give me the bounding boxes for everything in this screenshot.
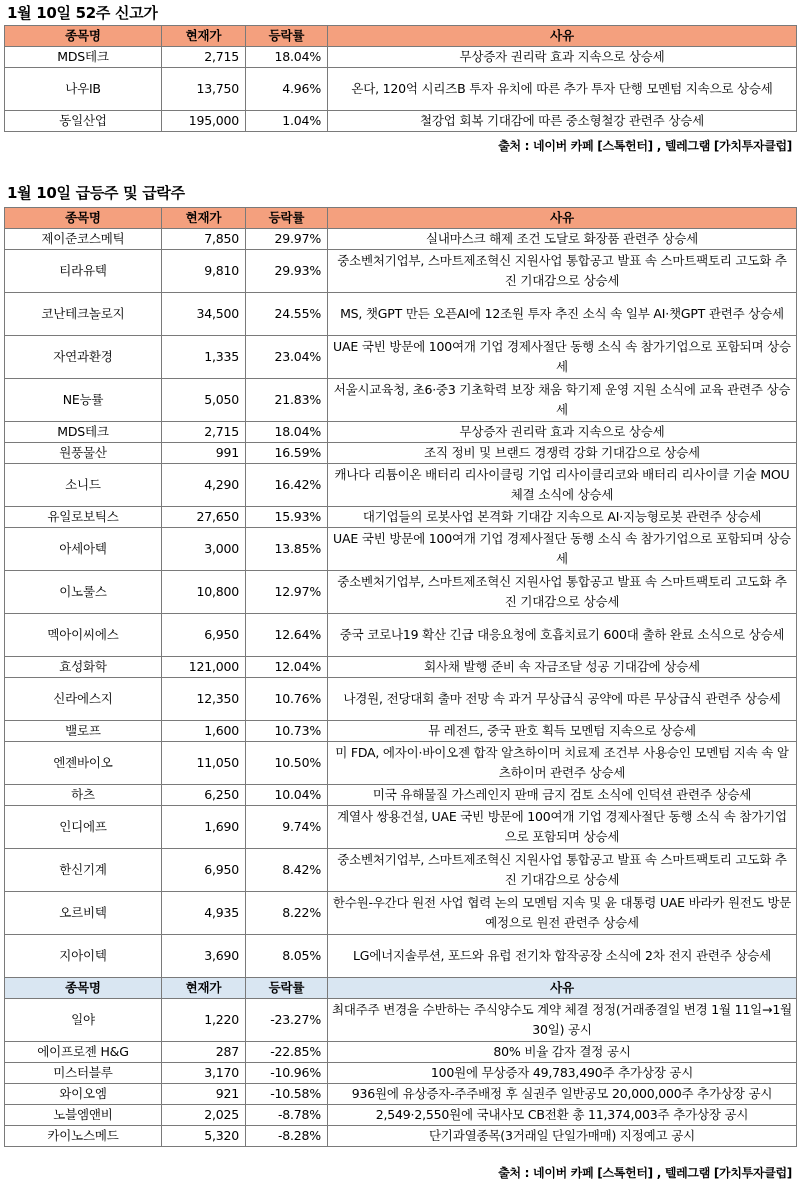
col-header-price: 현재가 [162, 208, 246, 229]
stock-name: 카이노스메드 [5, 1126, 162, 1147]
stock-reason: 중소벤처기업부, 스마트제조혁신 지원사업 통합공고 발표 속 스마트팩토리 고도화 추진 기대감으로 상승세 [328, 571, 797, 614]
stock-change: 8.05% [246, 935, 328, 978]
stock-change: 10.76% [246, 678, 328, 721]
col-header-change: 등락률 [246, 978, 328, 999]
stock-reason: 미 FDA, 에자이·바이오젠 합작 알츠하이머 치료제 조건부 사용승인 모멘텀 지속 속 알츠하이머 관련주 상승세 [328, 742, 797, 785]
stock-price: 10,800 [162, 571, 246, 614]
stock-name: 이노룰스 [5, 571, 162, 614]
col-header-name: 종목명 [5, 978, 162, 999]
stock-reason: 계열사 쌍용건설, UAE 국빈 방문에 100여개 기업 경제사절단 동행 소식 속 참가기업으로 포함되며 상승세 [328, 806, 797, 849]
stock-name: NE능률 [5, 379, 162, 422]
table-row [5, 379, 797, 422]
table-row [5, 336, 797, 379]
stock-reason: 936원에 유상증자-주주배정 후 실권주 일반공모 20,000,000주 추가상장 공시 [328, 1084, 797, 1105]
stock-change: -22.85% [246, 1042, 328, 1063]
stock-price: 2,715 [162, 422, 246, 443]
stock-change: -10.58% [246, 1084, 328, 1105]
stock-name: 티라유텍 [5, 250, 162, 293]
stock-change: 8.22% [246, 892, 328, 935]
stock-price: 195,000 [162, 111, 246, 132]
stock-change: -8.28% [246, 1126, 328, 1147]
table-row [5, 1084, 797, 1105]
stock-change: 12.97% [246, 571, 328, 614]
stock-reason: UAE 국빈 방문에 100여개 기업 경제사절단 동행 소식 속 참가기업으로 포함되며 상승세 [328, 528, 797, 571]
stock-price: 34,500 [162, 293, 246, 336]
stock-price: 1,690 [162, 806, 246, 849]
stock-name: 멕아이씨에스 [5, 614, 162, 657]
stock-change: -23.27% [246, 999, 328, 1042]
stock-change: 9.74% [246, 806, 328, 849]
col-header-price: 현재가 [162, 978, 246, 999]
stock-price: 6,250 [162, 785, 246, 806]
col-header-change: 등락률 [246, 26, 328, 47]
stock-reason: 단기과열종목(3거래일 단일가매매) 지정예고 공시 [328, 1126, 797, 1147]
stock-reason: 회사채 발행 준비 속 자금조달 성공 기대감에 상승세 [328, 657, 797, 678]
stock-price: 4,935 [162, 892, 246, 935]
movers-source: 출처 : 네이버 카페 [스톡헌터] , 텔레그램 [가치투자클럽] [498, 1166, 792, 1180]
stock-price: 11,050 [162, 742, 246, 785]
table-row [5, 721, 797, 742]
stock-price: 9,810 [162, 250, 246, 293]
stock-name: 제이준코스메틱 [5, 229, 162, 250]
table-row [5, 849, 797, 892]
stock-reason: 철강업 회복 기대감에 따른 중소형철강 관련주 상승세 [328, 111, 797, 132]
stock-reason: 뮤 레전드, 중국 판호 획득 모멘텀 지속으로 상승세 [328, 721, 797, 742]
high52-title: 1월 10일 52주 신고가 [7, 4, 158, 22]
table-row [5, 464, 797, 507]
stock-price: 6,950 [162, 614, 246, 657]
stock-price: 991 [162, 443, 246, 464]
col-header-reason: 사유 [328, 208, 797, 229]
stock-price: 6,950 [162, 849, 246, 892]
stock-reason: LG에너지솔루션, 포드와 유럽 전기차 합작공장 소식에 2차 전지 관련주 상승세 [328, 935, 797, 978]
stock-name: 하츠 [5, 785, 162, 806]
stock-change: 29.93% [246, 250, 328, 293]
stock-change: 12.04% [246, 657, 328, 678]
table-row [5, 68, 797, 111]
stock-reason: 100원에 무상증자 49,783,490주 추가상장 공시 [328, 1063, 797, 1084]
stock-name: 코난테크놀로지 [5, 293, 162, 336]
table-row [5, 999, 797, 1042]
stock-price: 2,715 [162, 47, 246, 68]
table-row [5, 507, 797, 528]
stock-change: 10.04% [246, 785, 328, 806]
stock-reason: 한수원-우간다 원전 사업 협력 논의 모멘텀 지속 및 윤 대통령 UAE 바라카 원전도 방문 예정으로 원전 관련주 상승세 [328, 892, 797, 935]
stock-price: 1,600 [162, 721, 246, 742]
stock-change: 4.96% [246, 68, 328, 111]
stock-price: 2,025 [162, 1105, 246, 1126]
stock-name: 와이오엠 [5, 1084, 162, 1105]
stock-price: 13,750 [162, 68, 246, 111]
stock-name: 원풍물산 [5, 443, 162, 464]
stock-name: 소니드 [5, 464, 162, 507]
stock-name: 밸로프 [5, 721, 162, 742]
stock-change: 29.97% [246, 229, 328, 250]
stock-price: 5,320 [162, 1126, 246, 1147]
high52-header-row [5, 26, 797, 47]
stock-price: 7,850 [162, 229, 246, 250]
stock-reason: 나경원, 전당대회 출마 전망 속 과거 무상급식 공약에 따른 무상급식 관련주 상승세 [328, 678, 797, 721]
stock-name: 노블엠앤비 [5, 1105, 162, 1126]
high52-table [4, 25, 797, 132]
stock-reason: 최대주주 변경을 수반하는 주식양수도 계약 체결 정정(거래종결일 변경 1월 11일→1월 30일) 공시 [328, 999, 797, 1042]
col-header-reason: 사유 [328, 26, 797, 47]
movers-table [4, 207, 797, 1147]
stock-name: 미스터블루 [5, 1063, 162, 1084]
table-row [5, 892, 797, 935]
stock-price: 4,290 [162, 464, 246, 507]
stock-change: -8.78% [246, 1105, 328, 1126]
stock-price: 3,690 [162, 935, 246, 978]
high52-source: 출처 : 네이버 카페 [스톡헌터] , 텔레그램 [가치투자클럽] [498, 139, 792, 153]
stock-name: 에이프로젠 H&G [5, 1042, 162, 1063]
stock-reason: 조직 정비 및 브랜드 경쟁력 강화 기대감으로 상승세 [328, 443, 797, 464]
stock-price: 3,170 [162, 1063, 246, 1084]
table-row [5, 1063, 797, 1084]
stock-change: 13.85% [246, 528, 328, 571]
stock-reason: 온다, 120억 시리즈B 투자 유치에 따른 추가 투자 단행 모멘텀 지속으로 상승세 [328, 68, 797, 111]
stock-name: 오르비텍 [5, 892, 162, 935]
stock-reason: MS, 챗GPT 만든 오픈AI에 12조원 투자 추진 소식 속 일부 AI·챗GPT 관련주 상승세 [328, 293, 797, 336]
stock-reason: 중국 코로나19 확산 긴급 대응요청에 호흡치료기 600대 출하 완료 소식으로 상승세 [328, 614, 797, 657]
stock-reason: 무상증자 권리락 효과 지속으로 상승세 [328, 47, 797, 68]
stock-change: 16.42% [246, 464, 328, 507]
table-row [5, 250, 797, 293]
stock-reason: 무상증자 권리락 효과 지속으로 상승세 [328, 422, 797, 443]
stock-reason: 캐나다 리튬이온 배터리 리사이클링 기업 리사이클리코와 배터리 리사이클 기술 MOU 체결 소식에 상승세 [328, 464, 797, 507]
table-row [5, 614, 797, 657]
stock-name: 엔젠바이오 [5, 742, 162, 785]
stock-reason: UAE 국빈 방문에 100여개 기업 경제사절단 동행 소식 속 참가기업으로 포함되며 상승세 [328, 336, 797, 379]
table-row [5, 47, 797, 68]
stock-name: 나우IB [5, 68, 162, 111]
table-row [5, 1042, 797, 1063]
stock-price: 27,650 [162, 507, 246, 528]
stock-change: 21.83% [246, 379, 328, 422]
stock-name: 효성화학 [5, 657, 162, 678]
stock-reason: 80% 비율 감자 결정 공시 [328, 1042, 797, 1063]
stock-change: 10.73% [246, 721, 328, 742]
stock-change: 15.93% [246, 507, 328, 528]
stock-change: 8.42% [246, 849, 328, 892]
stock-name: 유일로보틱스 [5, 507, 162, 528]
movers-down-header-row [5, 978, 797, 999]
movers-title: 1월 10일 급등주 및 급락주 [7, 184, 185, 202]
stock-change: 23.04% [246, 336, 328, 379]
stock-price: 1,335 [162, 336, 246, 379]
stock-name: 지아이텍 [5, 935, 162, 978]
table-row [5, 293, 797, 336]
stock-change: 18.04% [246, 47, 328, 68]
table-row [5, 742, 797, 785]
stock-price: 921 [162, 1084, 246, 1105]
table-row [5, 785, 797, 806]
stock-reason: 2,549·2,550원에 국내사모 CB전환 총 11,374,003주 추가상장 공시 [328, 1105, 797, 1126]
stock-change: 12.64% [246, 614, 328, 657]
stock-name: MDS테크 [5, 47, 162, 68]
stock-reason: 미국 유해물질 가스레인지 판매 금지 검토 소식에 인덕션 관련주 상승세 [328, 785, 797, 806]
stock-reason: 중소벤처기업부, 스마트제조혁신 지원사업 통합공고 발표 속 스마트팩토리 고도화 추진 기대감으로 상승세 [328, 849, 797, 892]
table-row [5, 1105, 797, 1126]
stock-reason: 대기업들의 로봇사업 본격화 기대감 지속으로 AI·지능형로봇 관련주 상승세 [328, 507, 797, 528]
stock-price: 12,350 [162, 678, 246, 721]
stock-reason: 서울시교육청, 초6·중3 기초학력 보장 채움 학기제 운영 지원 소식에 교육 관련주 상승세 [328, 379, 797, 422]
stock-reason: 실내마스크 해제 조건 도달로 화장품 관련주 상승세 [328, 229, 797, 250]
table-row [5, 678, 797, 721]
stock-change: 18.04% [246, 422, 328, 443]
stock-name: 동일산업 [5, 111, 162, 132]
table-row [5, 806, 797, 849]
table-row [5, 422, 797, 443]
stock-change: 10.50% [246, 742, 328, 785]
stock-change: 16.59% [246, 443, 328, 464]
stock-name: 신라에스지 [5, 678, 162, 721]
stock-change: -10.96% [246, 1063, 328, 1084]
col-header-name: 종목명 [5, 208, 162, 229]
stock-name: 자연과환경 [5, 336, 162, 379]
col-header-reason: 사유 [328, 978, 797, 999]
stock-change: 1.04% [246, 111, 328, 132]
stock-price: 5,050 [162, 379, 246, 422]
table-row [5, 571, 797, 614]
stock-name: 인디에프 [5, 806, 162, 849]
stock-name: 한신기계 [5, 849, 162, 892]
stock-name: 아세아텍 [5, 528, 162, 571]
table-row [5, 1126, 797, 1147]
table-row [5, 935, 797, 978]
stock-price: 287 [162, 1042, 246, 1063]
stock-price: 121,000 [162, 657, 246, 678]
movers-up-header-row [5, 208, 797, 229]
col-header-change: 등락률 [246, 208, 328, 229]
table-row [5, 657, 797, 678]
stock-price: 1,220 [162, 999, 246, 1042]
stock-name: MDS테크 [5, 422, 162, 443]
stock-price: 3,000 [162, 528, 246, 571]
col-header-price: 현재가 [162, 26, 246, 47]
stock-reason: 중소벤처기업부, 스마트제조혁신 지원사업 통합공고 발표 속 스마트팩토리 고도화 추진 기대감으로 상승세 [328, 250, 797, 293]
table-row [5, 111, 797, 132]
table-row [5, 229, 797, 250]
stock-name: 일야 [5, 999, 162, 1042]
table-row [5, 443, 797, 464]
table-row [5, 528, 797, 571]
stock-change: 24.55% [246, 293, 328, 336]
col-header-name: 종목명 [5, 26, 162, 47]
